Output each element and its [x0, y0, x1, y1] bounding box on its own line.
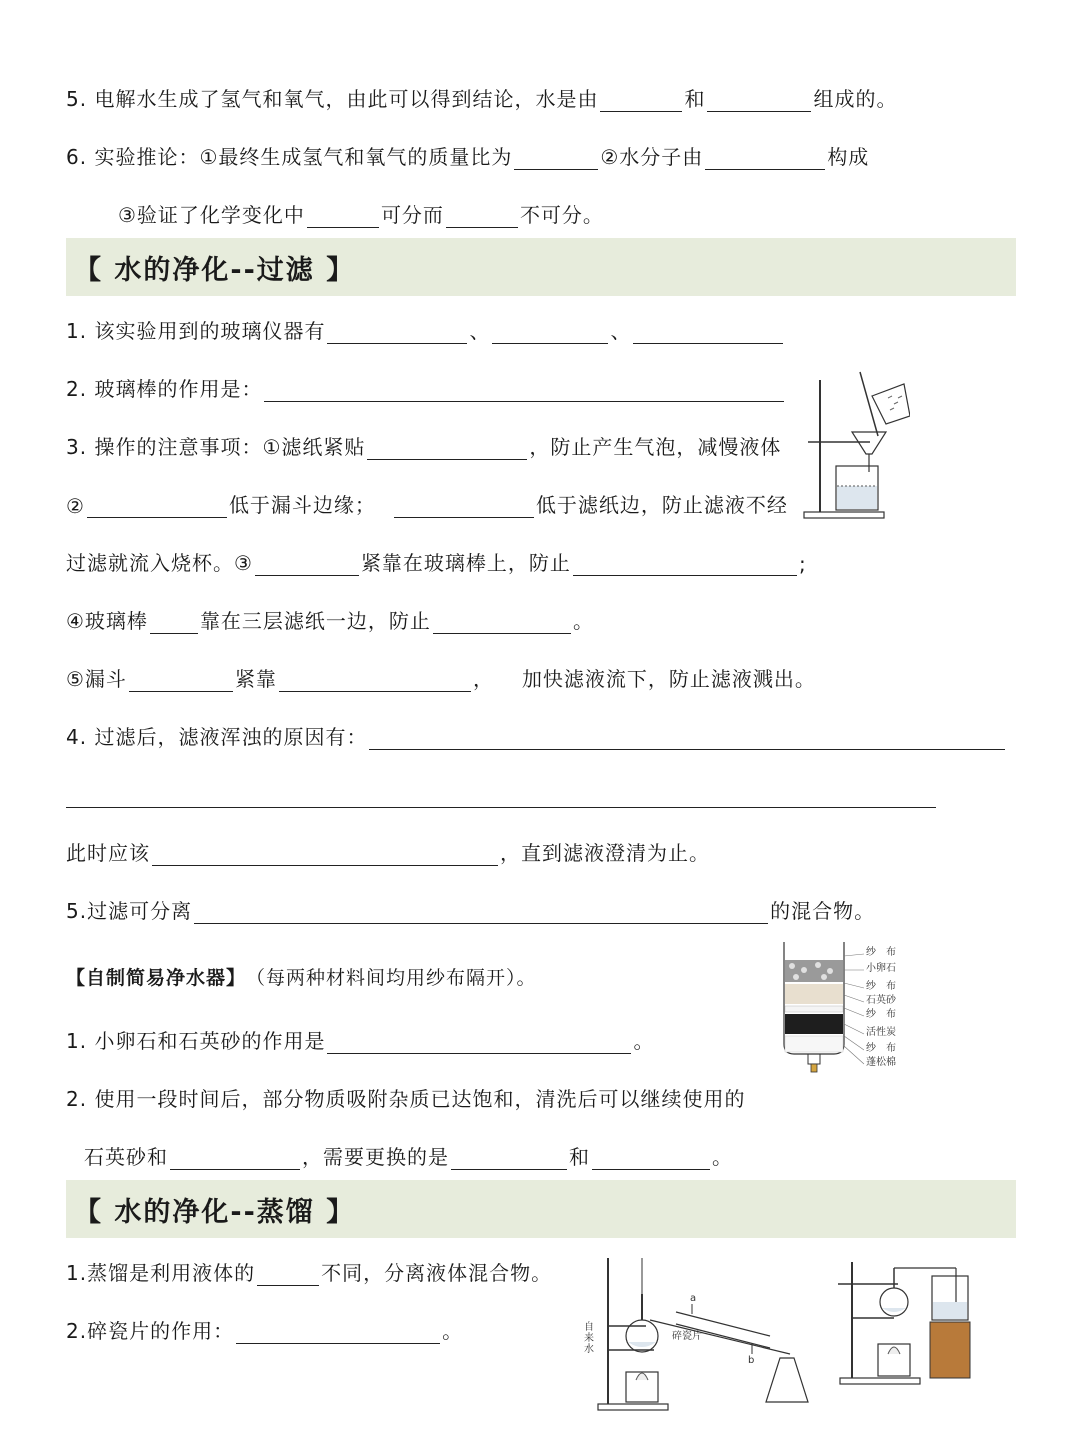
distill-q1 [66, 1246, 552, 1286]
f3-j: 靠在三层滤纸一边，防止 [199, 609, 431, 633]
q6-b: ②水分子由 [600, 145, 704, 169]
f3-m: 紧靠 [234, 667, 277, 691]
purifier-label: 石英砂 [866, 995, 896, 1006]
purifier-q2-text: 2. 使用一段时间后，部分物质吸附杂质已达饱和，清洗后可以继续使用的 [66, 1087, 746, 1111]
blank[interactable] [150, 609, 198, 634]
purifier-heading [66, 950, 537, 990]
f4-text: 4. 过滤后，滤液浑浊的原因有： [66, 725, 368, 749]
q6-e: 可分而 [380, 203, 444, 227]
blank[interactable] [87, 493, 227, 518]
inlet-a-label: a [690, 1293, 697, 1304]
blank[interactable] [257, 1261, 319, 1286]
filtration-q5 [66, 884, 875, 924]
blank[interactable] [514, 145, 598, 170]
blank[interactable] [264, 377, 784, 402]
blank[interactable] [170, 1145, 300, 1170]
purifier-q2 [66, 1072, 745, 1112]
tap-water-label: 自来水 [584, 1322, 594, 1355]
purifier-title: 【自制简易净水器】 [66, 967, 247, 989]
f3-c: ② [66, 494, 85, 518]
f3-text: 3. 操作的注意事项：①滤纸紧贴 [66, 435, 366, 459]
blank[interactable] [600, 87, 682, 112]
water-purifier-figure [780, 940, 910, 1076]
section-banner-distillation [66, 1180, 1016, 1238]
blank[interactable] [279, 667, 471, 692]
blank[interactable] [705, 145, 825, 170]
blank[interactable] [307, 203, 379, 228]
f3-d: 低于漏斗边缘； [228, 493, 376, 517]
purifier-label: 纱 布 [866, 947, 896, 958]
purifier-q2-line2 [84, 1130, 733, 1170]
blank[interactable] [255, 551, 359, 576]
purifier-q1-text: 1. 小卵石和石英砂的作用是 [66, 1029, 326, 1053]
filtration-q1 [66, 304, 785, 344]
filtration-q4 [66, 710, 1007, 750]
f3-i: ④玻璃棒 [66, 609, 148, 633]
question-6 [66, 130, 869, 170]
filtration-q3-line2 [66, 478, 788, 518]
q6-d: ③验证了化学变化中 [118, 203, 305, 227]
purifier-q2-b: 石英砂和 [84, 1145, 168, 1169]
blank[interactable] [327, 319, 467, 344]
chips-label: 碎瓷片 [672, 1331, 702, 1342]
question-6-cont [118, 188, 604, 228]
f3-h: ; [798, 552, 807, 576]
d1-b: 不同，分离液体混合物。 [321, 1261, 553, 1285]
section-title: 【 水的净化--过滤 】 [74, 254, 356, 286]
f5-text: 5.过滤可分离 [66, 899, 193, 923]
f3-f: 过滤就流入烧杯。③ [66, 551, 253, 575]
blank[interactable] [369, 725, 1005, 750]
q5-and: 和 [684, 87, 706, 111]
filtration-q4-line3 [66, 826, 710, 866]
f4-b: 此时应该 [66, 841, 150, 865]
d1-text: 1.蒸馏是利用液体的 [66, 1261, 256, 1285]
blank[interactable] [446, 203, 518, 228]
purifier-label: 小卵石 [866, 963, 896, 974]
f4-c: ，直到滤液澄清为止。 [500, 841, 710, 865]
purifier-note: （每两种材料间均用纱布隔开）。 [246, 967, 537, 989]
purifier-q2-d: 和 [569, 1145, 590, 1169]
purifier-label: 纱 布 [866, 1009, 896, 1020]
blank[interactable] [573, 551, 797, 576]
distill-q2 [66, 1304, 463, 1344]
f3-e: 低于滤纸边，防止滤液不经 [535, 493, 788, 517]
filtration-apparatus-figure [800, 370, 910, 522]
filtration-q3-line5 [66, 652, 816, 692]
separator: 、 [610, 319, 632, 343]
f3-k: 。 [572, 609, 594, 633]
purifier-label: 蓬松棉 [866, 1057, 896, 1068]
purifier-q1 [66, 1014, 654, 1054]
blank[interactable] [433, 609, 571, 634]
purifier-q2-c: ，需要更换的是 [302, 1145, 449, 1169]
outlet-b-label: b [748, 1355, 755, 1366]
question-5 [66, 72, 897, 112]
blank[interactable] [129, 667, 233, 692]
section-banner-filtration [66, 238, 1016, 296]
f1-text: 1. 该实验用到的玻璃仪器有 [66, 319, 326, 343]
q5-end: 组成的。 [813, 87, 898, 111]
purifier-label: 活性炭 [866, 1027, 896, 1038]
blank[interactable] [394, 493, 534, 518]
q6-text: 6. 实验推论：①最终生成氢气和氧气的质量比为 [66, 145, 513, 169]
blank[interactable] [451, 1145, 567, 1170]
blank[interactable] [66, 783, 936, 808]
section-title: 【 水的净化--蒸馏 】 [74, 1196, 356, 1228]
q5-text: 5. 电解水生成了氢气和氧气，由此可以得到结论，水是由 [66, 87, 599, 111]
blank[interactable] [707, 87, 811, 112]
purifier-q1-end: 。 [633, 1029, 655, 1053]
f3-n: ， [472, 667, 494, 691]
q6-c: 构成 [827, 145, 870, 169]
blank[interactable] [492, 319, 608, 344]
filtration-q3-line4 [66, 594, 594, 634]
blank[interactable] [236, 1319, 440, 1344]
blank[interactable] [327, 1029, 631, 1054]
f3-g: 紧靠在玻璃棒上，防止 [360, 551, 571, 575]
d2-b: 。 [442, 1319, 464, 1343]
filtration-q3-line3 [66, 536, 807, 576]
purifier-q2-e: 。 [712, 1145, 733, 1169]
f2-text: 2. 玻璃棒的作用是： [66, 377, 263, 401]
f3-o: 加快滤液流下，防止滤液溅出。 [521, 667, 816, 691]
filtration-q2 [66, 362, 786, 402]
blank[interactable] [367, 435, 527, 460]
d2-text: 2.碎瓷片的作用： [66, 1319, 235, 1343]
purifier-label: 纱 布 [866, 1043, 896, 1054]
blank[interactable] [194, 899, 768, 924]
distillation-apparatus-figure [580, 1254, 816, 1414]
filtration-q3 [66, 420, 781, 460]
q6-f: 不可分。 [519, 203, 604, 227]
simple-distillation-figure [832, 1254, 972, 1388]
separator: 、 [469, 319, 491, 343]
f3-l: ⑤漏斗 [66, 667, 127, 691]
blank[interactable] [633, 319, 783, 344]
f5-b: 的混合物。 [770, 899, 876, 923]
blank[interactable] [152, 841, 498, 866]
blank[interactable] [592, 1145, 710, 1170]
f3-b: ，防止产生气泡，减慢液体 [529, 435, 782, 459]
purifier-label: 纱 布 [866, 981, 896, 992]
filtration-q4-line2 [66, 768, 938, 808]
